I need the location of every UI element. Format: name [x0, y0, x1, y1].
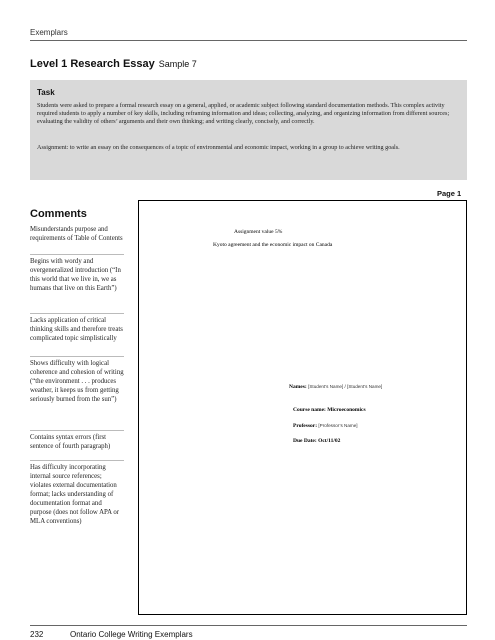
- comment-divider: [30, 460, 124, 461]
- comment-divider: [30, 313, 124, 314]
- page-label: Page 1: [437, 189, 462, 198]
- essay-assignment-value: Assignment value 5%: [234, 229, 283, 235]
- names-label: Names:: [289, 384, 307, 390]
- essay-page-scan: [138, 200, 467, 615]
- footer-page-number: 232: [30, 630, 44, 639]
- professor-label: Professor:: [293, 423, 318, 429]
- essay-title: Kyoto agreement and the economic impact on Canada: [213, 242, 333, 248]
- due-label: Due Date:: [293, 438, 317, 444]
- course-value: Microeconomics: [327, 407, 366, 413]
- page-title: [30, 58, 197, 70]
- essay-due-row: [293, 438, 340, 444]
- task-heading: Task: [37, 88, 55, 97]
- essay-names-row: [289, 384, 382, 390]
- comment-divider: [30, 254, 124, 255]
- task-box: [30, 80, 467, 180]
- comment-item-5: Contains syntax errors (first sentence of fourth paragraph): [30, 434, 111, 450]
- page-footer: [30, 625, 467, 639]
- running-header: [30, 10, 467, 41]
- title-sample: Sample 7: [158, 59, 197, 69]
- names-value: [Student’s Name] / [Student’s Name]: [308, 384, 383, 389]
- task-assignment: Assignment: to write an essay on the consequences of a topic of environmental and economic impact, working in a group to achieve writing goals.: [37, 144, 400, 151]
- footer-publication: Ontario College Writing Exemplars: [70, 630, 193, 639]
- comment-item-3: Lacks application of critical thinking skills and therefore treats complicated topic simplistically: [30, 317, 123, 342]
- comment-item-2: Begins with wordy and overgeneralized introduction (“In this world that we live in, we as humans that live on this Earth”): [30, 258, 121, 292]
- comment-item-4: Shows difficulty with logical coherence and cohesion of writing (“the environment . . . produces weather, it keeps us from getting seriously burned from the sun”): [30, 360, 124, 403]
- header-section-label: Exemplars: [30, 28, 68, 37]
- comments-heading: Comments: [30, 208, 87, 220]
- essay-professor-row: [293, 423, 358, 429]
- course-label: Course name:: [293, 407, 326, 413]
- professor-value: [Professor’s Name]: [318, 423, 358, 428]
- task-description: Students were asked to prepare a formal research essay on a general, applied, or academic subject following standard documentation methods. This complex activity required students to apply a number of key skills, including reframing information and ideas; collecting, analyzing, and organizing information from different sources; evaluating the validity of others’ arguments and their own thinking; and writing clearly, concisely, and correctly.: [37, 102, 450, 125]
- due-value: Oct/11/02: [318, 438, 341, 444]
- comment-divider: [30, 356, 124, 357]
- essay-course-row: [293, 407, 366, 413]
- comment-item-1: Misunderstands purpose and requirements of Table of Contents: [30, 226, 123, 242]
- comment-item-6: Has difficulty incorporating internal source references; violates external documentation format; lacks understanding of documentation format and purpose (does not follow APA or MLA conventions): [30, 464, 120, 525]
- comment-divider: [30, 430, 124, 431]
- title-main: Level 1 Research Essay: [30, 58, 155, 70]
